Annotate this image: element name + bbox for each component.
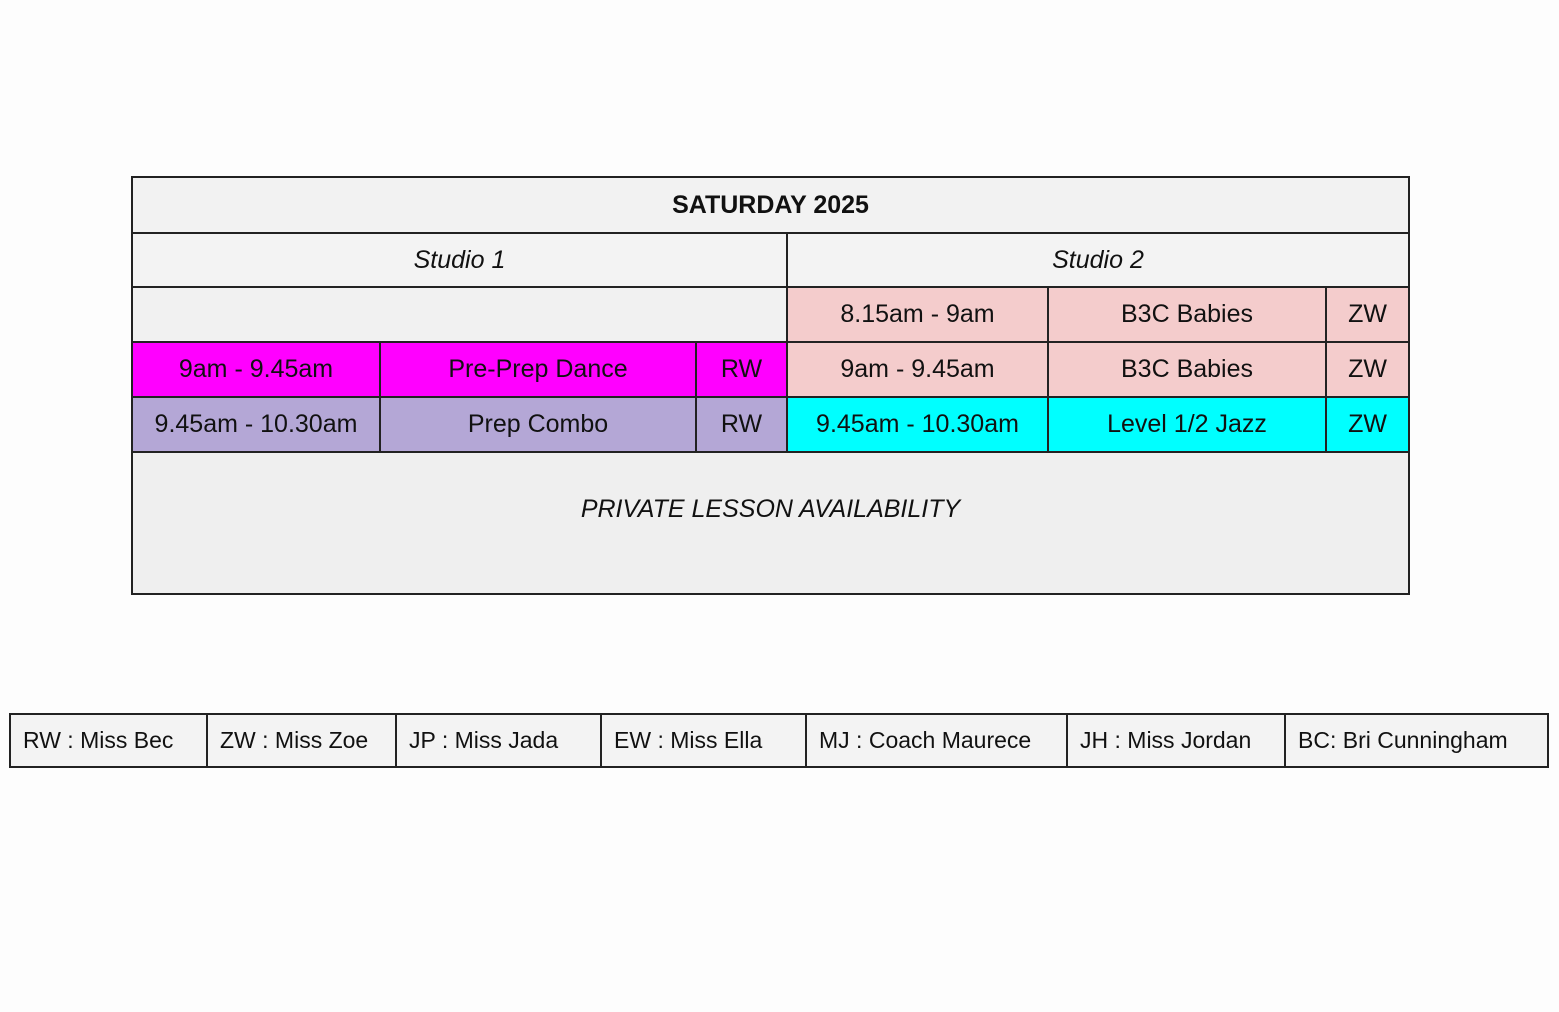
class-teacher: ZW bbox=[1326, 342, 1409, 397]
class-name: Pre-Prep Dance bbox=[380, 342, 696, 397]
legend-item: BC: Bri Cunningham bbox=[1285, 714, 1548, 767]
class-name: B3C Babies bbox=[1048, 287, 1326, 342]
class-time: 9am - 9.45am bbox=[787, 342, 1048, 397]
class-name: Prep Combo bbox=[380, 397, 696, 452]
class-time: 8.15am - 9am bbox=[787, 287, 1048, 342]
studio-header-row bbox=[132, 233, 1409, 287]
empty-slot bbox=[132, 287, 787, 342]
title-row bbox=[132, 177, 1409, 233]
legend-row bbox=[10, 714, 1548, 767]
class-time: 9am - 9.45am bbox=[132, 342, 380, 397]
studio-1-header: Studio 1 bbox=[132, 233, 787, 287]
studio-2-header: Studio 2 bbox=[787, 233, 1409, 287]
class-row bbox=[132, 397, 1409, 452]
class-teacher: RW bbox=[696, 342, 787, 397]
class-time: 9.45am - 10.30am bbox=[787, 397, 1048, 452]
schedule-table bbox=[131, 176, 1410, 595]
private-lesson-availability: PRIVATE LESSON AVAILABILITY bbox=[132, 452, 1409, 594]
legend-item: ZW : Miss Zoe bbox=[207, 714, 396, 767]
class-row bbox=[132, 287, 1409, 342]
teacher-legend bbox=[9, 713, 1549, 768]
class-row bbox=[132, 342, 1409, 397]
class-teacher: ZW bbox=[1326, 287, 1409, 342]
legend-item: JH : Miss Jordan bbox=[1067, 714, 1285, 767]
class-teacher: ZW bbox=[1326, 397, 1409, 452]
schedule-title: SATURDAY 2025 bbox=[132, 177, 1409, 233]
class-time: 9.45am - 10.30am bbox=[132, 397, 380, 452]
private-lesson-row bbox=[132, 452, 1409, 594]
legend-item: EW : Miss Ella bbox=[601, 714, 806, 767]
class-teacher: RW bbox=[696, 397, 787, 452]
class-name: Level 1/2 Jazz bbox=[1048, 397, 1326, 452]
legend-item: MJ : Coach Maurece bbox=[806, 714, 1067, 767]
legend-item: JP : Miss Jada bbox=[396, 714, 601, 767]
legend-item: RW : Miss Bec bbox=[10, 714, 207, 767]
class-name: B3C Babies bbox=[1048, 342, 1326, 397]
